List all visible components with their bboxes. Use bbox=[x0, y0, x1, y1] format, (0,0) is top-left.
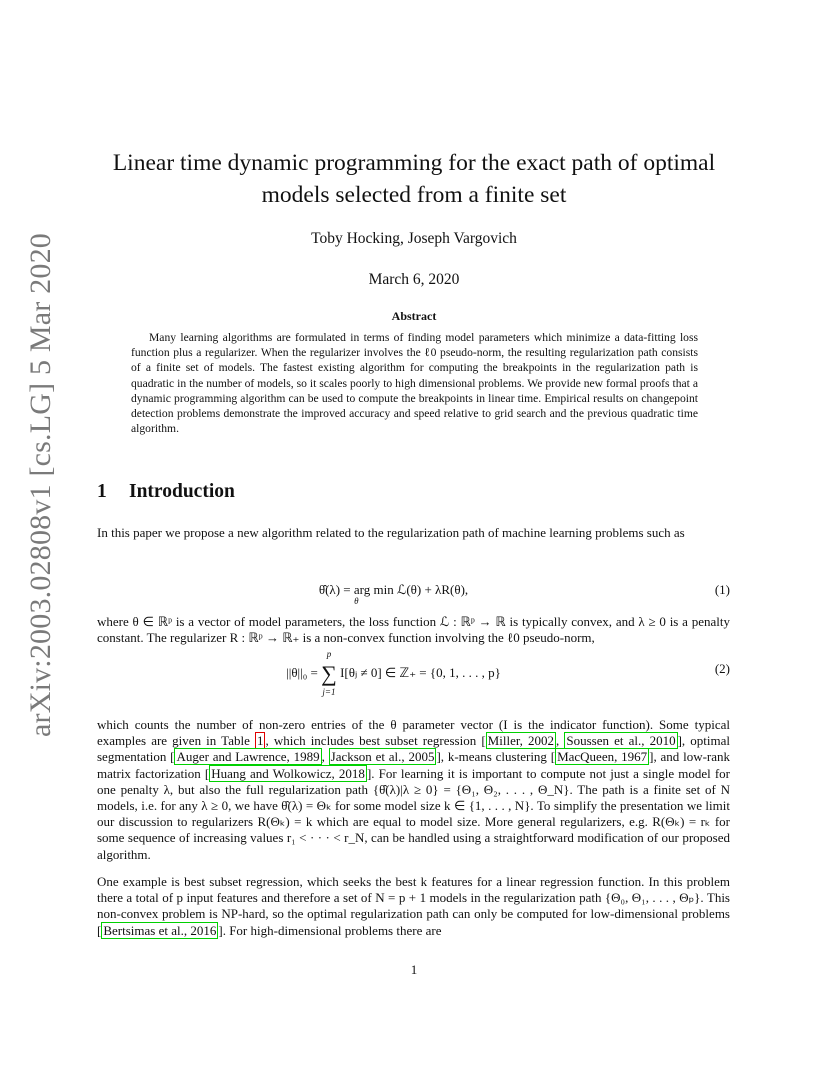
equation-1-lhs: θ̂(λ) = arg min bbox=[318, 582, 394, 597]
section-heading-introduction bbox=[97, 481, 235, 503]
p3-text-a: which counts the number of non-zero entries of the θ parameter vector (I is the indicator function). Some typical examples are given in Table bbox=[97, 717, 730, 749]
citation-huang-2018[interactable]: Huang and Wolkowicz, 2018 bbox=[211, 765, 365, 781]
paragraph-3: which counts the number of non-zero entries of the θ parameter vector (I is the indicator function). Some typical examples are given in Table 1 , which includes best subset regression [ Miller, 2002 , Soussen et al., 2010 ], optimal segmentation [ Auger and Lawrence, 1989 , Jackson et al., 2005 ], k-means clustering [ MacQueen, 1967 ], and low-rank matrix factorization [ Huang and Wolkowicz, 2018 ]. For learning it is important to compute not just a single model for one penalty λ, but also the full regularization path {θ̂(λ)|λ ≥ 0} = {Θ₁, Θ₂, . . . , Θ_N}. The path is a finite set of N models, i.e. for any λ ≥ 0, we have θ̂(λ) = Θₖ for some model size k ∈ {1, . . . , N}. To simplify the presentation we limit our discussion to regularizers R(Θₖ) = k which are equal to model size. More general regularizers, e.g. R(Θₖ) = rₖ for some sequence of increasing values r₁ < · · · < r_N, can be handled using a straightforward modification of our proposed algorithm. bbox=[97, 717, 731, 862]
p3-text-d: ], k-means clustering [ bbox=[436, 749, 556, 765]
paragraph-2: where θ ∈ ℝᵖ is a vector of model parameters, the loss function ℒ : ℝᵖ → ℝ is typically convex, and λ ≥ 0 is a penalty constant. The regularizer R : ℝᵖ → ℝ₊ is a non-convex function involving the ℓ0 pseudo-norm, bbox=[97, 614, 730, 646]
p3-text-c: ], optimal segmentation [ bbox=[97, 733, 730, 765]
p3-text-f: ]. For learning it is important to compute not just a single model for one penalty λ, but also the full regularization path {θ̂(λ)|λ ≥ 0} = {Θ₁, Θ₂, . . . , Θ_N}. The path is a finite set of N models, i.e. for any λ ≥ 0, we have θ̂(λ) = Θₖ for some model size k ∈ {1, . . . , N}. To simplify the presentation we limit our discussion to regularizers R(Θₖ) = k which are equal to model size. More general regularizers, e.g. R(Θₖ) = rₖ for some sequence of increasing values r₁ < · · · < r_N, can be handled using a straightforward modification of our proposed algorithm. bbox=[97, 765, 731, 862]
citation-jackson-2005[interactable]: Jackson et al., 2005 bbox=[330, 749, 435, 765]
p3-text-b: , which includes best subset regression bbox=[265, 733, 482, 749]
p3-text-e: ], and low-rank matrix factorization [ bbox=[97, 749, 731, 781]
authors: Toby Hocking, Joseph Vargovich bbox=[311, 230, 517, 247]
p4-text-b: ]. For high-dimensional problems there are bbox=[218, 922, 442, 938]
equation-1-rhs: ℒ(θ) + λR(θ), bbox=[396, 582, 469, 597]
citation-soussen-2010[interactable]: Soussen et al., 2010 bbox=[566, 733, 676, 749]
table-1-link[interactable]: 1 bbox=[256, 733, 264, 749]
equation-1-argmin bbox=[318, 582, 394, 606]
equation-2-label: (2) bbox=[714, 661, 730, 676]
title-line-1: Linear time dynamic programming for the exact path of optimal bbox=[112, 150, 716, 176]
equation-2-body bbox=[97, 649, 690, 697]
citation-macqueen-1967[interactable]: MacQueen, 1967 bbox=[557, 749, 648, 765]
sum-upper-limit: p bbox=[326, 649, 332, 659]
page-number: 1 bbox=[410, 962, 418, 977]
sum-symbol: ∑ p j=1 bbox=[321, 649, 337, 697]
equation-1 bbox=[97, 576, 730, 612]
equation-2 bbox=[97, 649, 730, 703]
date: March 6, 2020 bbox=[368, 271, 460, 288]
sum-lower-limit: j=1 bbox=[322, 687, 336, 697]
citation-bertsimas-2016[interactable]: Bertsimas et al., 2016 bbox=[103, 922, 217, 938]
paragraph-1: In this paper we propose a new algorithm related to the regularization path of machine learning problems such as bbox=[97, 525, 685, 540]
equation-2-rhs: I[θⱼ ≠ 0] ∈ ℤ₊ = {0, 1, . . . , p} bbox=[340, 664, 501, 680]
equation-1-label: (1) bbox=[714, 582, 730, 597]
citation-auger-1989[interactable]: Auger and Lawrence, 1989 bbox=[176, 749, 320, 765]
equation-2-lhs: ||θ||₀ = bbox=[286, 664, 318, 680]
p4-text-a: One example is best subset regression, which seeks the best k features for a linear regression function. In this problem there a total of p input features and therefore a set of N = p + 1 models in the regularization path {Θ₀, Θ₁, . . . , Θₚ}. This non-convex problem is NP-hard, so the optimal regularization path can only be computed for low-dimensional problems [ bbox=[97, 874, 730, 938]
section-number: 1 bbox=[97, 481, 107, 502]
abstract-body: Many learning algorithms are formulated in terms of finding model parameters which minimize a data-fitting loss function plus a regularizer. When the regularizer involves the ℓ0 pseudo-norm, the resulting regularization path consists of a finite set of models. The fastest existing algorithm for computing the breakpoints in the regularization path is quadratic in the number of models, so it scales poorly to high dimensional problems. We provide new formal proofs that a dynamic programming algorithm can be used to compute the breakpoints in linear time. Empirical results on changepoint detection problems demonstrate the improved accuracy and speed relative to grid search and the previous quadratic time algorithm. bbox=[131, 331, 698, 436]
equation-1-body bbox=[97, 582, 690, 606]
abstract-heading: Abstract bbox=[391, 309, 437, 323]
equation-1-under: θ bbox=[354, 596, 359, 606]
section-title: Introduction bbox=[129, 481, 235, 502]
paper-title bbox=[60, 147, 768, 211]
paragraph-4 bbox=[97, 874, 730, 939]
arxiv-identifier-stamp: arXiv:2003.02808v1 [cs.LG] 5 Mar 2020 bbox=[24, 233, 57, 737]
title-line-2: models selected from a finite set bbox=[261, 182, 567, 208]
citation-miller-2002[interactable]: Miller, 2002 bbox=[487, 733, 555, 749]
